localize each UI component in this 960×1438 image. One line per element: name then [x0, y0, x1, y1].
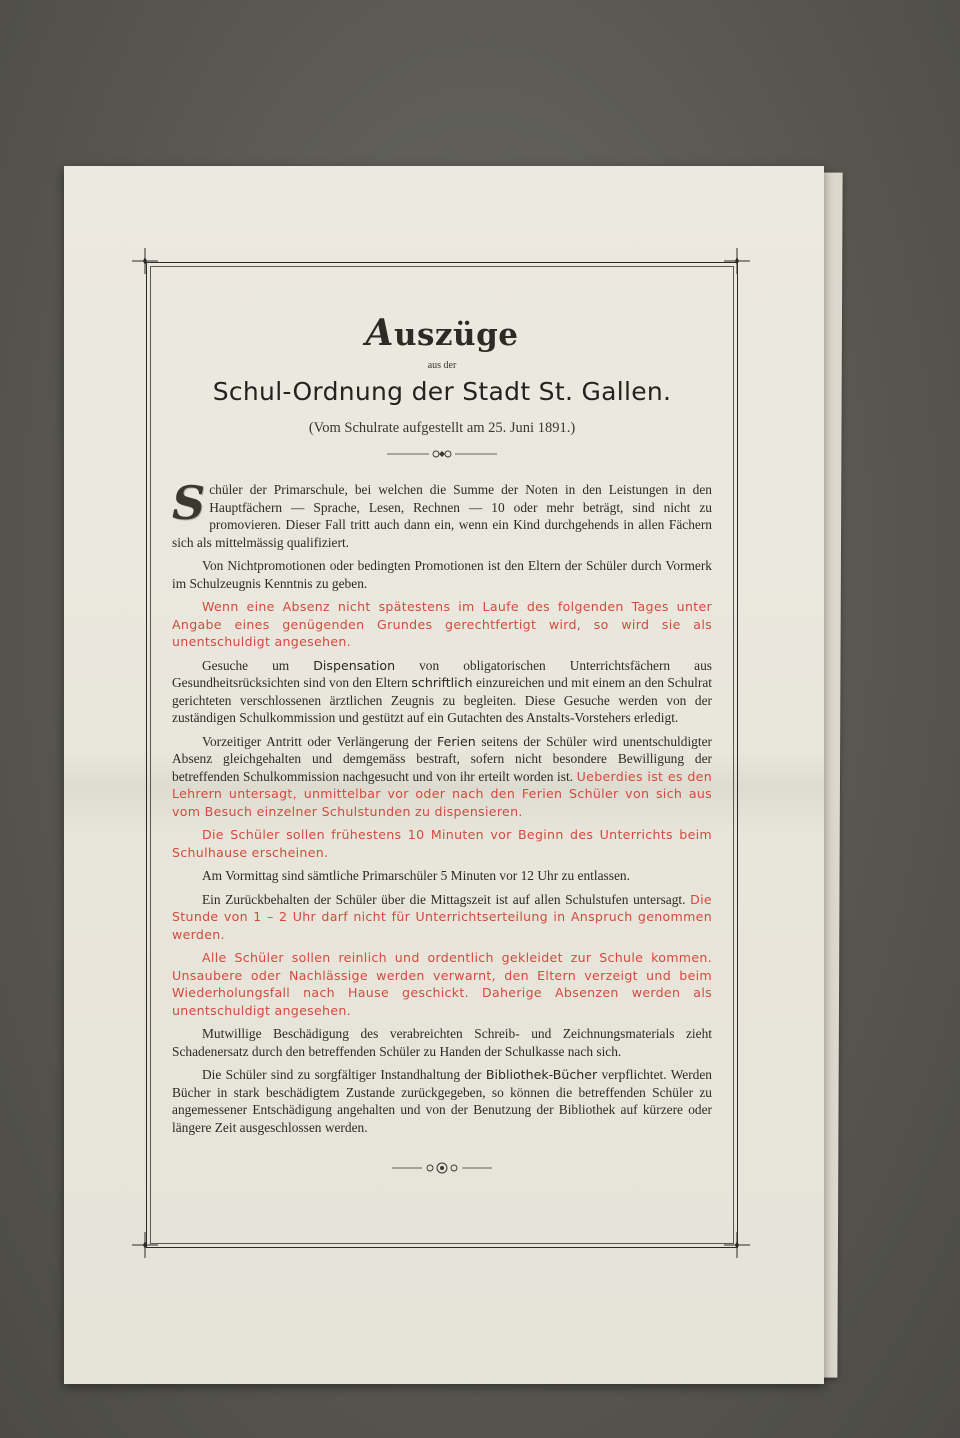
text-run: Gesuche um	[202, 657, 314, 673]
document-sheet	[64, 166, 824, 1384]
corner-ornament-icon	[132, 1232, 158, 1258]
paragraph-text: chüler der Primarschule, bei welchen die Summe der Noten in den Leistungen in den Hauptfächern — Sprache, Lesen, Rechnen — 10 oder mehr beträgt, sind nicht zu promovieren. Dieser Fall tritt auch dann ein, wenn ein Kind durchgehends in allen Fächern sich als mittelmässig qualifiziert.	[172, 482, 712, 550]
document-body	[172, 476, 713, 1136]
emphasis-schriftlich: schriftlich	[411, 675, 473, 690]
divider-ornament-icon	[387, 447, 497, 461]
emphasis-dispensation: Dispensation	[313, 657, 396, 673]
paragraph-dispensation	[172, 657, 712, 727]
drop-cap: S	[172, 476, 206, 530]
paragraph-midday	[172, 891, 712, 944]
title-initial: A	[365, 312, 394, 354]
paragraph-absence-red: Wenn eine Absenz nicht spätestens im Laufe des folgenden Tages unter Angabe eines genügenden Grundes gerechtfertigt wird, so wird sie als unentschuldigt angesehen.	[172, 599, 712, 649]
emphasis-ferien: Ferien	[437, 733, 476, 749]
text-run: Vorzeitiger Antritt oder Verlängerung der	[202, 733, 438, 749]
paragraph-damage: Mutwillige Beschädigung des verabreichten Schreib- und Zeichnungsmaterials zieht Schadenersatz durch den betreffenden Schüler zu Handen der Schulkasse nach sich.	[172, 1026, 712, 1059]
paragraph-holidays	[172, 733, 712, 821]
document-content	[172, 312, 712, 1176]
title-rest: uszüge	[393, 317, 519, 353]
paragraph-library	[172, 1066, 712, 1136]
emphasis-bibliothek: Bibliothek-Bücher	[485, 1067, 598, 1082]
paragraph-dismissal: Am Vormittag sind sämtliche Primarschüler 5 Minuten vor 12 Uhr zu entlassen.	[202, 868, 630, 883]
text-run: Ein Zurückbehalten der Schüler über die Mittagszeit ist auf allen Schulstufen untersagt.	[202, 891, 691, 907]
red-text-run: Ueberdies ist es den Lehrern untersagt, unmittelbar vor oder nach den Ferien Schüler von sich aus vom Besuch einzelner Schulstunden zu dispensieren.	[172, 768, 712, 819]
document-title	[172, 312, 712, 354]
corner-ornament-icon	[724, 1232, 750, 1258]
paragraph-promotion	[172, 476, 712, 551]
corner-ornament-icon	[724, 248, 750, 274]
text-run: einzureichen und mit einem an den Schulrat gerichteten verschlossenen ärztlichen Zeugnis zu begleiten. Diese Gesuche werden von der zuständigen Schulkommission und gestützt auf ein Gutachten des Anstalts-Vorstehers erledigt.	[172, 675, 713, 725]
paragraph-notification: Von Nichtpromotionen oder bedingten Promotionen ist den Eltern der Schüler durch Vormerk im Schulzeugnis Kenntnis zu geben.	[172, 558, 712, 591]
text-run: Die Schüler sind zu sorgfältiger Instandhaltung der	[202, 1067, 486, 1082]
text-run: seitens der Schüler wird unentschuldigter Absenz gleichgehalten und demgemäss bestraft, sofern nicht besondere Bewilligung der betreffenden Schulkommission nachgesucht und von ihr erteilt worden ist.	[172, 733, 712, 784]
red-text-run: Die Stunde von 1 – 2 Uhr darf nicht für Unterrichtserteilung in Anspruch genommen werden.	[172, 891, 712, 942]
subtitle-small: aus der	[427, 360, 457, 371]
document-heading: Schul-Ordnung der Stadt St. Gallen.	[212, 377, 672, 406]
text-run: von obligatorischen Unterrichtsfächern aus Gesundheitsrücksichten sind von den Eltern	[172, 657, 712, 690]
corner-ornament-icon	[132, 248, 158, 274]
paragraph-arrival-red: Die Schüler sollen frühestens 10 Minuten vor Beginn des Unterrichts beim Schulhause erscheinen.	[172, 827, 712, 860]
text-run: verpflichtet. Werden Bücher in stark beschädigtem Zustande zurückgegeben, so können die betreffenden Schüler zu angemessener Entschädigung angehalten und von der Benutzung der Bibliothek auf kürzere oder längere Zeit ausgeschlossen werden.	[172, 1067, 712, 1135]
paragraph-cleanliness-red: Alle Schüler sollen reinlich und ordentlich gekleidet zur Schule kommen. Unsaubere oder Nachlässige werden verwarnt, den Eltern verzeigt und beim Wiederholungsfall nach Hause geschickt. Daherige Absenzen werden als unentschuldigt angesehen.	[172, 950, 712, 1018]
end-ornament-icon	[392, 1160, 492, 1176]
date-line: (Vom Schulrate aufgestellt am 25. Juni 1891.)	[308, 420, 576, 436]
